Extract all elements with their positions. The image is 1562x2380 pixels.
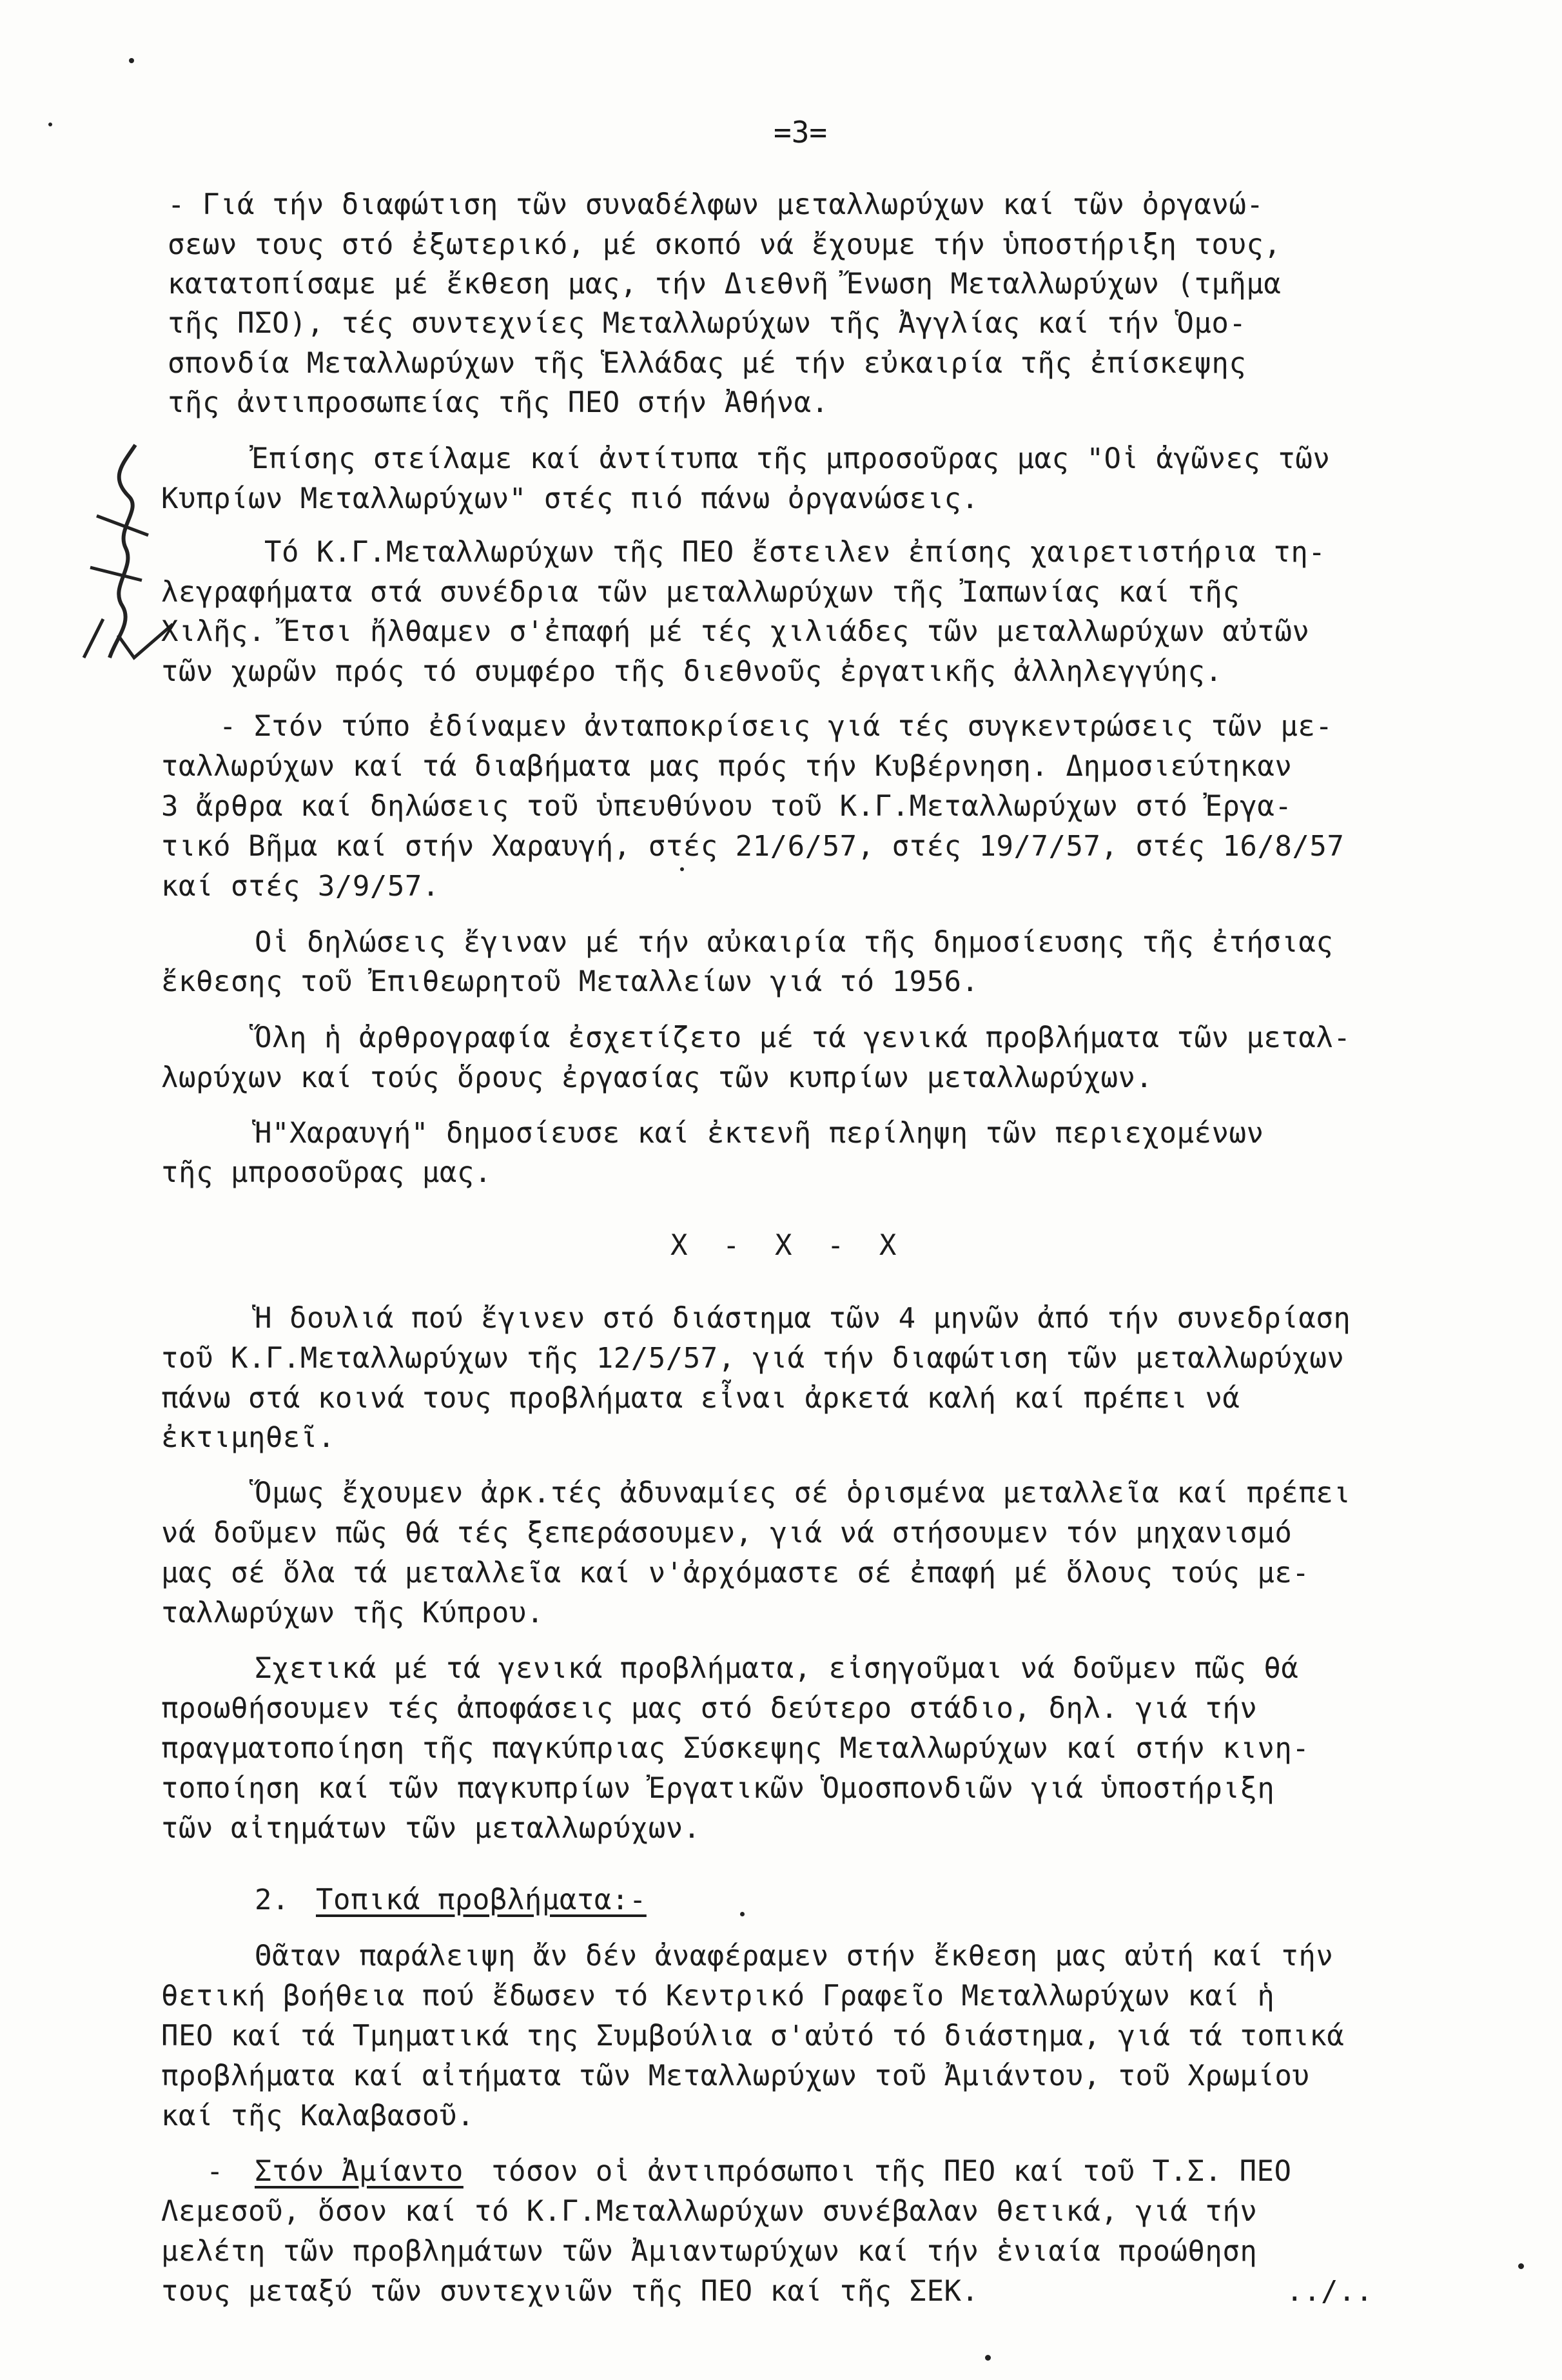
scan-speck <box>1518 2263 1524 2269</box>
text-line: τῆς μπροσοῦρας μας. <box>161 1156 492 1189</box>
text-line: ΠΕΟ καί τά Τμηματικά της Συμβούλια σ'αὐτό τό διάστημα, γιά τά τοπικά <box>161 2020 1345 2052</box>
text-line: τόσον οἱ ἀντιπρόσωποι τῆς ΠΕΟ καί τοῦ Τ.Σ. ΠΕΟ <box>474 2155 1292 2188</box>
text-line: Χιλῆς. Ἔτσι ἤλθαμεν σ'ἐπαφή μέ τές χιλιάδες τῶν μεταλλωρύχων αὐτῶν <box>161 615 1310 648</box>
text-line: Ἡ δουλιά πού ἔγινεν στό διάστημα τῶν 4 μηνῶν ἀπό τήν συνεδρίαση <box>255 1302 1351 1335</box>
section-separator: Χ - Χ - Χ <box>670 1229 897 1262</box>
text-line: - Γιά τήν διαφώτιση τῶν συναδέλφων μεταλλωρύχων καί τῶν ὀργανώ- <box>168 188 1264 221</box>
list-dash: - <box>206 2155 224 2188</box>
text-line: Ὅμως ἔχουμεν ἀρκ.τές ἀδυναμίες σέ ὁρισμένα μεταλλεῖα καί πρέπει <box>255 1477 1351 1510</box>
underlined-phrase: Στόν Ἀμίαντο <box>255 2155 464 2188</box>
text-line: σπονδία Μεταλλωρύχων τῆς Ἑλλάδας μέ τήν εὐκαιρία τῆς ἐπίσκεψης <box>168 347 1247 380</box>
text-line: τικό Βῆμα καί στήν Χαραυγή, στές 21/6/57, στές 19/7/57, στές 16/8/57 <box>161 830 1345 863</box>
text-line: προβλήματα καί αἰτήματα τῶν Μεταλλωρύχων τοῦ Ἀμιάντου, τοῦ Χρωμίου <box>161 2060 1310 2092</box>
text-line: κατατοπίσαμε μέ ἔκθεση μας, τήν Διεθνῆ Ἔνωση Μεταλλωρύχων (τμῆμα <box>168 268 1282 300</box>
text-line: θετική βοήθεια πού ἔδωσεν τό Κεντρικό Γραφεῖο Μεταλλωρύχων καί ἡ <box>161 1980 1275 2012</box>
text-line: Τό Κ.Γ.Μεταλλωρύχων τῆς ΠΕΟ ἔστειλεν ἐπίσης χαιρετιστήρια τη- <box>264 536 1326 569</box>
text-line: νά δοῦμεν πῶς θά τές ξεπεράσουμεν, γιά νά στήσουμεν τόν μηχανισμό <box>161 1517 1293 1549</box>
text-line: - Στόν τύπο ἐδίναμεν ἀνταποκρίσεις γιά τές συγκεντρώσεις τῶν με- <box>219 710 1333 743</box>
text-line: Ὅλη ἡ ἀρθρογραφία ἐσχετίζετο μέ τά γενικά προβλήματα τῶν μεταλ- <box>255 1021 1351 1054</box>
scan-speck <box>48 123 52 126</box>
text-line: Οἱ δηλώσεις ἔγιναν μέ τήν αὐκαιρία τῆς δημοσίευσης τῆς ἐτήσιας <box>255 926 1334 959</box>
text-line: τοῦ Κ.Γ.Μεταλλωρύχων τῆς 12/5/57, γιά τήν διαφώτιση τῶν μεταλλωρύχων <box>161 1342 1345 1375</box>
text-line: ἔκθεσης τοῦ Ἐπιθεωρητοῦ Μεταλλείων γιά τό 1956. <box>161 965 979 998</box>
text-line: τῆς ἀντιπροσωπείας τῆς ΠΕΟ στήν Ἀθήνα. <box>168 386 829 419</box>
text-line: Λεμεσοῦ, ὅσον καί τό Κ.Γ.Μεταλλωρύχων συνέβαλαν θετικά, γιά τήν <box>161 2195 1258 2228</box>
text-line: Θᾶταν παράλειψη ἄν δέν ἀναφέραμεν στήν ἔκθεση μας αὐτή καί τήν <box>255 1940 1334 1972</box>
text-line: καί στές 3/9/57. <box>161 870 440 903</box>
continuation-mark: ../.. <box>1286 2275 1373 2308</box>
text-line: μελέτη τῶν προβλημάτων τῶν Ἀμιαντωρύχων καί τήν ἑνιαία προώθηση <box>161 2235 1258 2268</box>
scan-speck <box>680 867 684 871</box>
text-line: πάνω στά κοινά τους προβλήματα εἶναι ἀρκετά καλή καί πρέπει νά <box>161 1382 1240 1415</box>
page-number: =3= <box>774 115 828 150</box>
text-line: τῶν χωρῶν πρός τό συμφέρο τῆς διεθνοῦς ἐργατικῆς ἀλληλεγγύης. <box>161 655 1223 688</box>
scan-speck <box>129 58 134 63</box>
text-line: σεων τους στό ἐξωτερικό, μέ σκοπό νά ἔχουμε τήν ὑποστήριξη τους, <box>168 228 1282 261</box>
text-line: 3 ἄρθρα καί δηλώσεις τοῦ ὑπευθύνου τοῦ Κ.Γ.Μεταλλωρύχων στό Ἐργα- <box>161 790 1293 823</box>
text-line: ταλλωρύχων καί τά διαβήματα μας πρός τήν Κυβέρνηση. Δημοσιεύτηκαν <box>161 750 1293 783</box>
text-line: τῆς ΠΣΟ), τές συντεχνίες Μεταλλωρύχων τῆς Ἀγγλίας καί τήν Ὁμο- <box>168 307 1247 340</box>
scan-speck <box>985 2355 991 2361</box>
text-line: τοποίηση καί τῶν παγκυπρίων Ἐργατικῶν Ὁμοσπονδιῶν γιά ὑποστήριξη <box>161 1772 1275 1805</box>
text-line: μας σέ ὅλα τά μεταλλεῖα καί ν'ἀρχόμαστε σέ ἐπαφή μέ ὅλους τούς με- <box>161 1557 1310 1589</box>
text-line: τῶν αἰτημάτων τῶν μεταλλωρύχων. <box>161 1812 701 1845</box>
text-line: προωθήσουμεν τές ἀποφάσεις μας στό δεύτερο στάδιο, δηλ. γιά τήν <box>161 1692 1258 1725</box>
text-line: Ἐπίσης στείλαμε καί ἀντίτυπα τῆς μπροσοῦρας μας "Οἱ ἀγῶνες τῶν <box>251 442 1331 475</box>
text-line: πραγματοποίηση τῆς παγκύπριας Σύσκεψης Μεταλλωρύχων καί στήν κινη- <box>161 1732 1310 1765</box>
text-line: Ἡ"Χαραυγή" δημοσίευσε καί ἐκτενῆ περίληψη τῶν περιεχομένων <box>255 1117 1264 1150</box>
scan-speck <box>740 1912 745 1916</box>
section-number: 2. <box>255 1883 289 1916</box>
text-line: Σχετικά μέ τά γενικά προβλήματα, εἰσηγοῦμαι νά δοῦμεν πῶς θά <box>255 1652 1299 1685</box>
text-line: λωρύχων καί τούς ὅρους ἐργασίας τῶν κυπρίων μεταλλωρύχων. <box>161 1061 1153 1094</box>
text-line: λεγραφήματα στά συνέδρια τῶν μεταλλωρύχων τῆς Ἰαπωνίας καί τῆς <box>161 576 1240 609</box>
text-line: ἐκτιμηθεῖ. <box>161 1421 335 1454</box>
section-heading: Τοπικά προβλήματα:- <box>316 1883 647 1916</box>
text-line: καί τῆς Καλαβασοῦ. <box>161 2100 474 2132</box>
text-line: τους μεταξύ τῶν συντεχνιῶν τῆς ΠΕΟ καί τῆς ΣΕΚ. <box>161 2275 979 2308</box>
text-line: Κυπρίων Μεταλλωρύχων" στές πιό πάνω ὀργανώσεις. <box>161 482 979 515</box>
text-line: ταλλωρύχων τῆς Κύπρου. <box>161 1597 544 1629</box>
